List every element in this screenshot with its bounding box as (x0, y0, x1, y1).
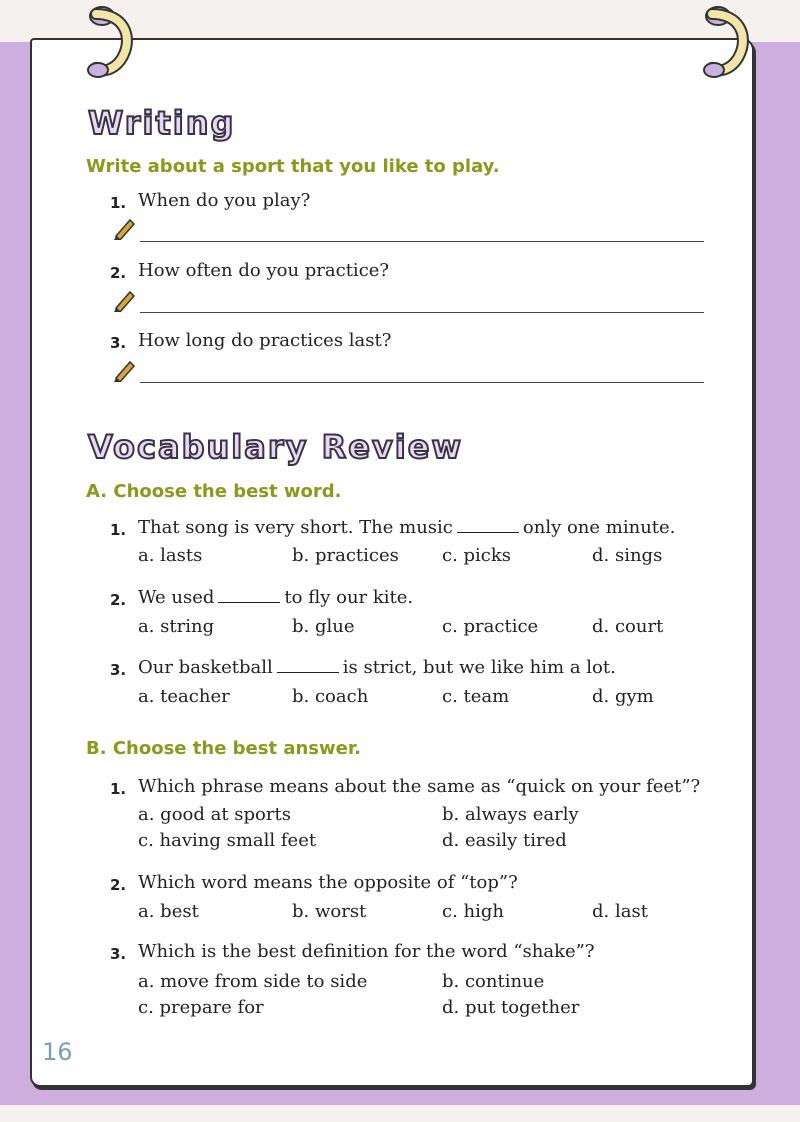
a-q1-option-c[interactable]: c. picks (442, 545, 512, 566)
a-q1-text (138, 517, 675, 538)
b-q3-text: Which is the best definition for the word “shake”? (138, 941, 595, 962)
b-q2-text: Which word means the opposite of “top”? (138, 872, 518, 893)
b-q2-option-b[interactable]: b. worst (292, 901, 367, 922)
b-q1-option-a[interactable]: a. good at sports (138, 804, 291, 825)
pencil-icon (112, 286, 136, 312)
b-q1-option-b[interactable]: b. always early (442, 804, 579, 825)
writing-instruction: Write about a sport that you like to play. (86, 156, 500, 177)
binder-ring-right-icon (700, 2, 750, 84)
writing-answer-line-3[interactable] (140, 382, 704, 383)
writing-q3-number: 3. (110, 334, 127, 352)
b-q2-option-a[interactable]: a. best (138, 901, 199, 922)
section-b-instruction: B. Choose the best answer. (86, 738, 362, 759)
a-q3-text (138, 657, 616, 678)
a-q3-blank[interactable] (277, 672, 339, 673)
a-q3-option-b[interactable]: b. coach (292, 686, 369, 707)
pencil-icon (112, 214, 136, 240)
a-q1-number: 1. (110, 521, 127, 539)
b-q1-option-d[interactable]: d. easily tired (442, 830, 567, 851)
b-q2-option-c[interactable]: c. high (442, 901, 504, 922)
b-q3-number: 3. (110, 945, 127, 963)
pencil-icon (112, 356, 136, 382)
vocab-heading: Vocabulary Review (88, 428, 464, 466)
b-q1-number: 1. (110, 780, 127, 798)
a-q1-blank[interactable] (457, 532, 519, 533)
a-q2-text (138, 587, 413, 608)
b-q1-text: Which phrase means about the same as “quick on your feet”? (138, 776, 701, 797)
b-q3-option-d[interactable]: d. put together (442, 997, 580, 1018)
a-q2-option-d[interactable]: d. court (592, 616, 664, 637)
writing-answer-line-1[interactable] (140, 241, 704, 242)
a-q1-option-a[interactable]: a. lasts (138, 545, 203, 566)
writing-q1-number: 1. (110, 194, 127, 212)
a-q2-after: to fly our kite. (284, 587, 414, 608)
binder-ring-left-icon (84, 2, 134, 84)
writing-q2-number: 2. (110, 264, 127, 282)
b-q2-number: 2. (110, 876, 127, 894)
a-q3-after: is strict, but we like him a lot. (342, 657, 616, 678)
page-number: 16 (42, 1038, 73, 1066)
a-q1-option-b[interactable]: b. practices (292, 545, 399, 566)
a-q2-before: We used (138, 587, 215, 608)
a-q2-option-a[interactable]: a. string (138, 616, 215, 637)
a-q3-option-d[interactable]: d. gym (592, 686, 654, 707)
a-q2-option-c[interactable]: c. practice (442, 616, 539, 637)
a-q1-option-d[interactable]: d. sings (592, 545, 663, 566)
a-q2-option-b[interactable]: b. glue (292, 616, 355, 637)
b-q1-option-c[interactable]: c. having small feet (138, 830, 317, 851)
a-q3-option-a[interactable]: a. teacher (138, 686, 230, 707)
b-q3-option-c[interactable]: c. prepare for (138, 997, 264, 1018)
writing-q1-text: When do you play? (138, 190, 311, 211)
a-q3-number: 3. (110, 661, 127, 679)
section-a-instruction: A. Choose the best word. (86, 481, 342, 502)
a-q2-number: 2. (110, 591, 127, 609)
a-q3-option-c[interactable]: c. team (442, 686, 510, 707)
writing-heading: Writing (88, 104, 236, 142)
b-q3-option-b[interactable]: b. continue (442, 971, 545, 992)
a-q2-blank[interactable] (218, 602, 280, 603)
a-q1-before: That song is very short. The music (138, 517, 453, 538)
a-q1-after: only one minute. (522, 517, 676, 538)
writing-q2-text: How often do you practice? (138, 260, 390, 281)
a-q3-before: Our basketball (138, 657, 273, 678)
writing-answer-line-2[interactable] (140, 312, 704, 313)
b-q3-option-a[interactable]: a. move from side to side (138, 971, 368, 992)
writing-q3-text: How long do practices last? (138, 330, 392, 351)
b-q2-option-d[interactable]: d. last (592, 901, 648, 922)
